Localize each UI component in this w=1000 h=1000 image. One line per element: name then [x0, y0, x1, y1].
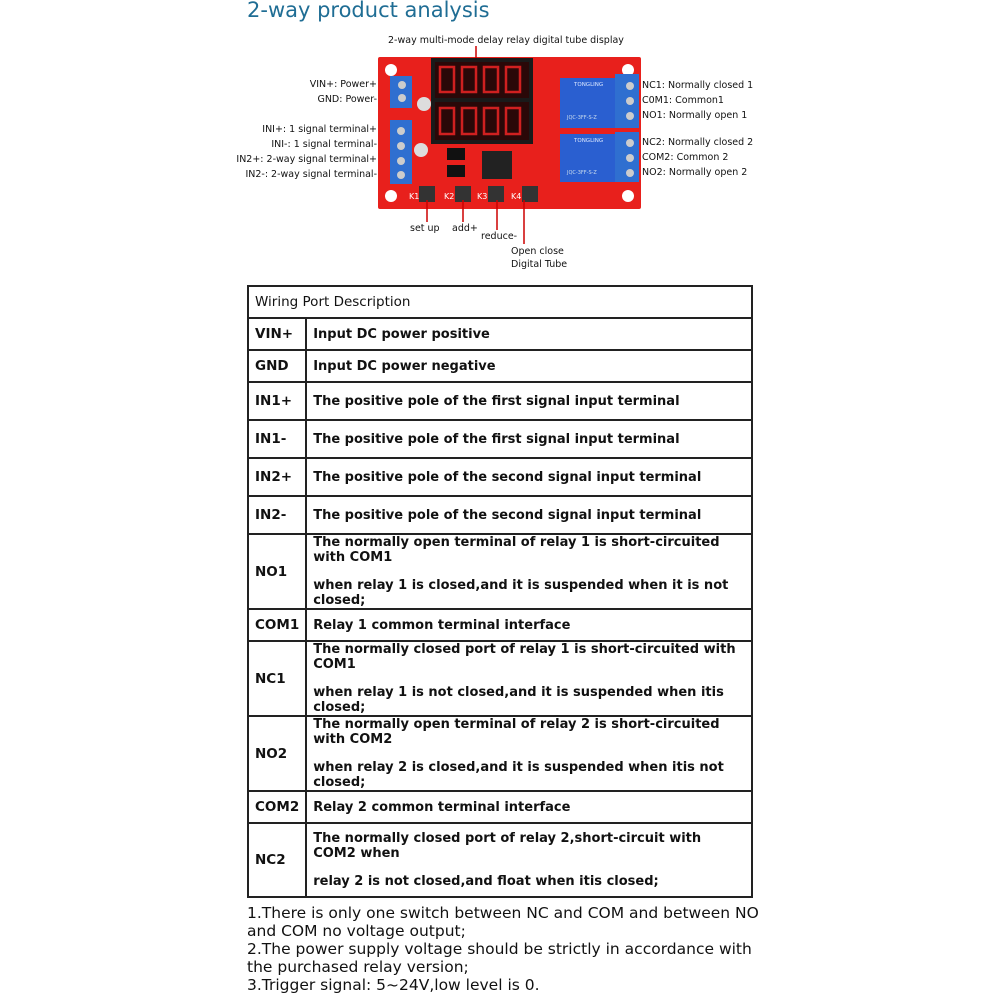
port-name: NC2 [248, 823, 306, 897]
description-line: when relay 2 is closed,and it is suspended when itis not closed; [313, 760, 724, 790]
table-header: Wiring Port Description [248, 286, 752, 318]
label-vin: VIN+: Power+ [309, 79, 377, 90]
page-title: 2-way product analysis [247, 0, 490, 22]
label-reduce: reduce- [481, 231, 518, 242]
label-in2-pos: IN2+: 2-way signal terminal+ [236, 154, 377, 165]
port-name: IN1- [248, 420, 306, 458]
description-line: The normally closed port of relay 1 is short-circuited with COM1 [313, 642, 736, 672]
label-com2: COM2: Common 2 [642, 152, 729, 163]
port-description [306, 350, 752, 382]
description-line: when relay 1 is not closed,and it is suspended when itis closed; [313, 685, 724, 715]
port-name: GND [248, 350, 306, 382]
label-open-close: Open close [511, 246, 564, 257]
note-3: 3.Trigger signal: 5~24V,low level is 0. [247, 976, 540, 994]
label-nc1: NC1: Normally closed 1 [642, 80, 754, 91]
description-line: The normally closed port of relay 2,short-circuit with COM2 when [313, 831, 702, 861]
port-name: IN1+ [248, 382, 306, 420]
relay-2-brand: TONGLING [574, 138, 604, 144]
label-gnd: GND: Power- [317, 94, 377, 105]
wiring-port-table [247, 285, 753, 898]
label-in2-neg: IN2-: 2-way signal terminal- [245, 169, 377, 180]
port-description [306, 716, 752, 791]
label-com1: C0M1: Common1 [642, 95, 724, 106]
label-no1: NO1: Normally open 1 [642, 110, 748, 121]
note-1: 1.There is only one switch between NC and COM and between NO and COM no voltage output; [247, 904, 759, 940]
port-description [306, 420, 752, 458]
table-row [248, 458, 752, 496]
description-line: Relay 2 common terminal interface [313, 799, 571, 815]
signal-terminal [390, 120, 412, 184]
port-name: VIN+ [248, 318, 306, 350]
relay-2-model: JQC-3FF-S-Z [567, 170, 597, 176]
table-row [248, 791, 752, 823]
table-row [248, 534, 752, 609]
port-name: NO1 [248, 534, 306, 609]
table-row [248, 641, 752, 716]
table-row [248, 382, 752, 420]
port-description [306, 791, 752, 823]
label-digital-tube: Digital Tube [511, 259, 568, 270]
relay-1 [560, 74, 639, 128]
note-2: 2.The power supply voltage should be strictly in accordance with the purchased relay version; [247, 940, 752, 976]
port-description [306, 823, 752, 897]
label-in1-neg: INI-: 1 signal terminal- [271, 139, 377, 150]
port-name: COM1 [248, 609, 306, 641]
description-line: Input DC power positive [313, 326, 490, 342]
description-line: The normally open terminal of relay 1 is short-circuited with COM1 [313, 535, 720, 565]
description-line: relay 2 is not closed,and float when itis closed; [313, 874, 659, 889]
power-terminal [390, 76, 412, 108]
button-k1: K1 [409, 192, 420, 201]
port-name: IN2- [248, 496, 306, 534]
description-line: The positive pole of the second signal input terminal [313, 507, 702, 523]
button-k3: K3 [477, 192, 488, 201]
table-row [248, 350, 752, 382]
table-row [248, 609, 752, 641]
microcontroller-chip [482, 151, 512, 179]
digital-display [431, 58, 533, 144]
port-description [306, 534, 752, 609]
description-line: Relay 1 common terminal interface [313, 617, 571, 633]
relay-1-brand: TONGLING [574, 82, 604, 88]
label-nc2: NC2: Normally closed 2 [642, 137, 754, 148]
port-description [306, 609, 752, 641]
label-add: add+ [452, 223, 478, 234]
button-k2: K2 [444, 192, 455, 201]
description-line: The normally open terminal of relay 2 is short-circuited with COM2 [313, 717, 720, 747]
button-k4: K4 [511, 192, 522, 201]
description-line: when relay 1 is closed,and it is suspended when it is not closed; [313, 578, 729, 608]
description-line: Input DC power negative [313, 358, 496, 374]
description-line: The positive pole of the first signal input terminal [313, 393, 680, 409]
description-line: The positive pole of the first signal input terminal [313, 431, 680, 447]
description-line: The positive pole of the second signal input terminal [313, 469, 702, 485]
notes [247, 904, 777, 994]
relay-1-model: JQC-3FF-S-Z [567, 115, 597, 121]
port-name: COM2 [248, 791, 306, 823]
port-description [306, 318, 752, 350]
label-set-up: set up [410, 223, 440, 234]
table-row [248, 716, 752, 791]
port-description [306, 496, 752, 534]
table-row [248, 420, 752, 458]
port-description [306, 382, 752, 420]
table-row [248, 496, 752, 534]
relay-2 [560, 132, 639, 182]
port-description [306, 641, 752, 716]
port-name: NO2 [248, 716, 306, 791]
table-row [248, 823, 752, 897]
port-description [306, 458, 752, 496]
port-name: NC1 [248, 641, 306, 716]
label-in1-pos: INI+: 1 signal terminal+ [262, 124, 377, 135]
table-row [248, 318, 752, 350]
port-name: IN2+ [248, 458, 306, 496]
display-label: 2-way multi-mode delay relay digital tube display [388, 35, 624, 46]
label-no2: NO2: Normally open 2 [642, 167, 748, 178]
